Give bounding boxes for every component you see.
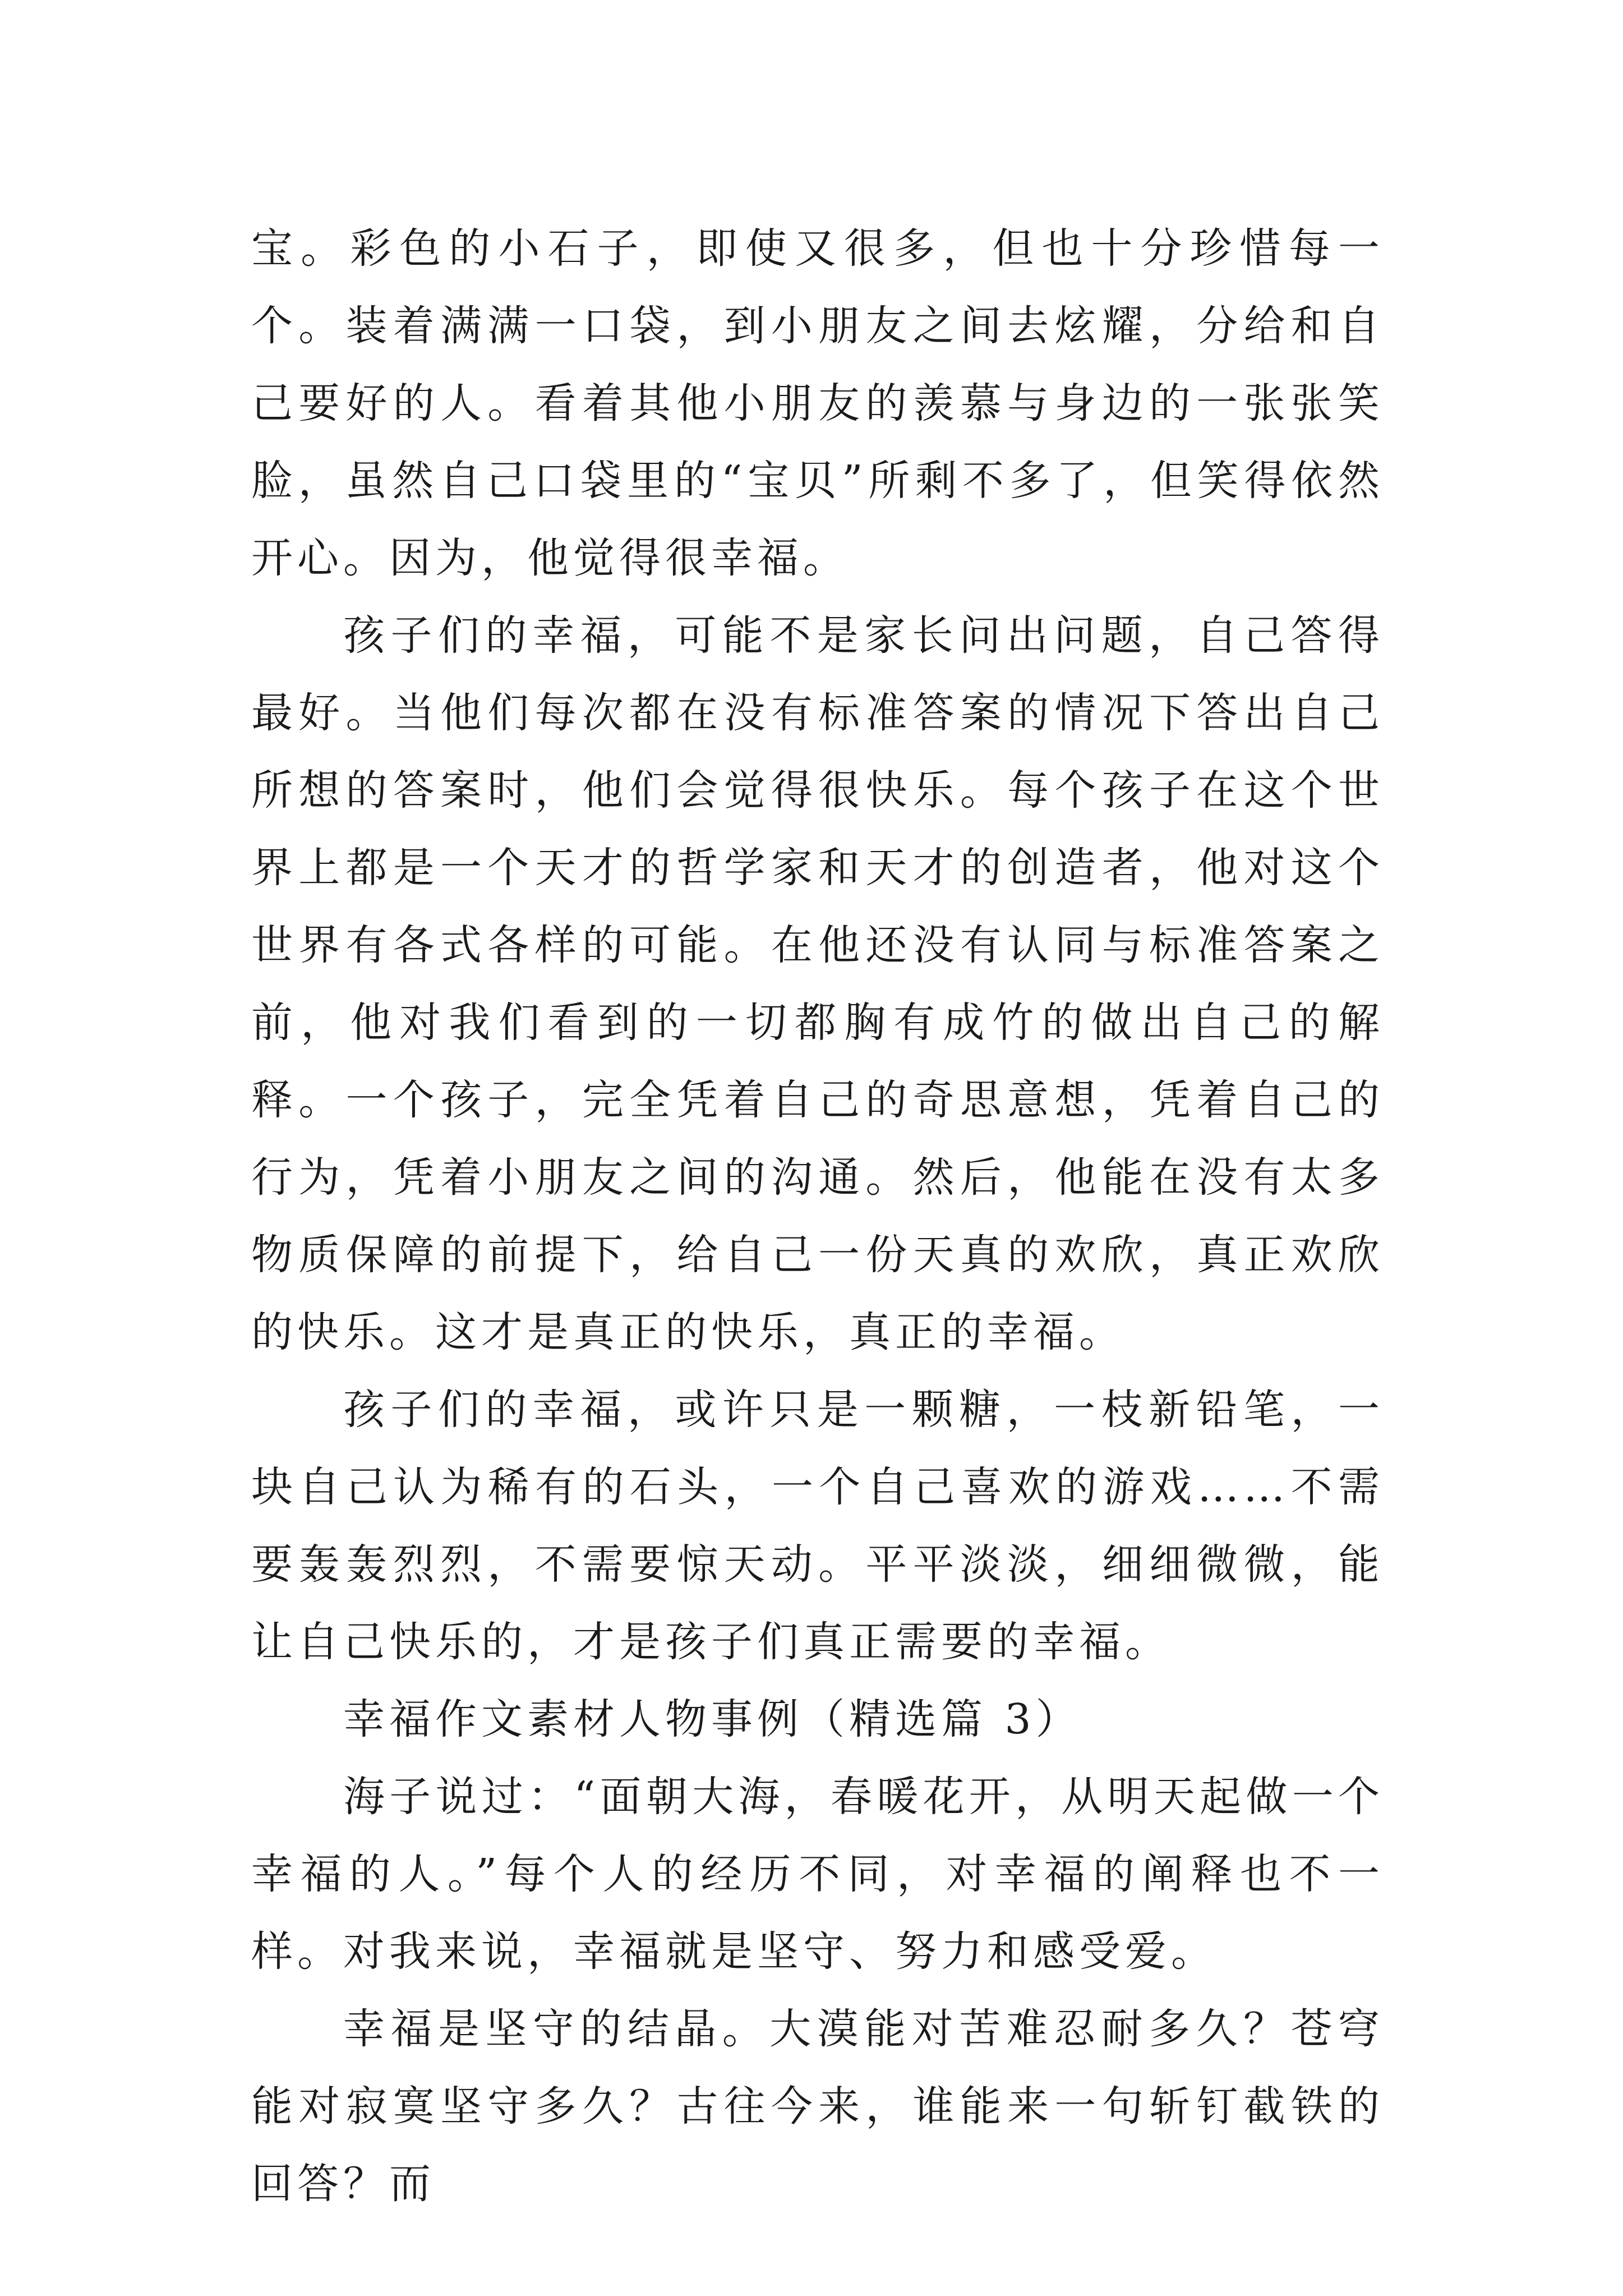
paragraph-haizi-quote: 海子说过：“面朝大海，春暖花开，从明天起做一个幸福的人。”每个人的经历不同，对幸福的阐释也不一样。对我来说，幸福就是坚守、努力和感受爱。 — [251, 1773, 1384, 1976]
paragraph-continued: 宝。彩色的小石子，即使又很多，但也十分珍惜每一个。装着满满一口袋，到小朋友之间去炫耀，分给和自己要好的人。看着其他小朋友的羡慕与身边的一张张笑脸，虽然自己口袋里的“宝贝”所剩不多了，但笑得依然开心。因为，他觉得很幸福。 — [251, 224, 1384, 582]
paragraph-children-simple: 孩子们的幸福，或许只是一颗糖，一枝新铅笔，一块自己认为稀有的石头，一个自己喜欢的游戏……不需要轰轰烈烈，不需要惊天动。平平淡淡，细细微微，能让自己快乐的，才是孩子们真正需要的幸福。 — [251, 1386, 1384, 1666]
paragraph-persistence: 幸福是坚守的结晶。大漠能对苦难忍耐多久？苍穹能对寂寞坚守多久？古往今来，谁能来一句斩钉截铁的回答？而 — [251, 2005, 1384, 2208]
paragraph-children-answers: 孩子们的幸福，可能不是家长问出问题，自己答得最好。当他们每次都在没有标准答案的情况下答出自己所想的答案时，他们会觉得很快乐。每个孩子在这个世界上都是一个天才的哲学家和天才的创造者，他对这个世界有各式各样的可能。在他还没有认同与标准答案之前，他对我们看到的一切都胸有成竹的做出自己的解释。一个孩子，完全凭着自己的奇思意想，凭着自己的行为，凭着小朋友之间的沟通。然后，他能在没有太多物质保障的前提下，给自己一份天真的欢欣，真正欢欣的快乐。这才是真正的快乐，真正的幸福。 — [251, 611, 1384, 1356]
document-body — [251, 210, 1384, 2223]
section-heading: 幸福作文素材人物事例（精选篇 3） — [343, 1695, 1082, 1743]
